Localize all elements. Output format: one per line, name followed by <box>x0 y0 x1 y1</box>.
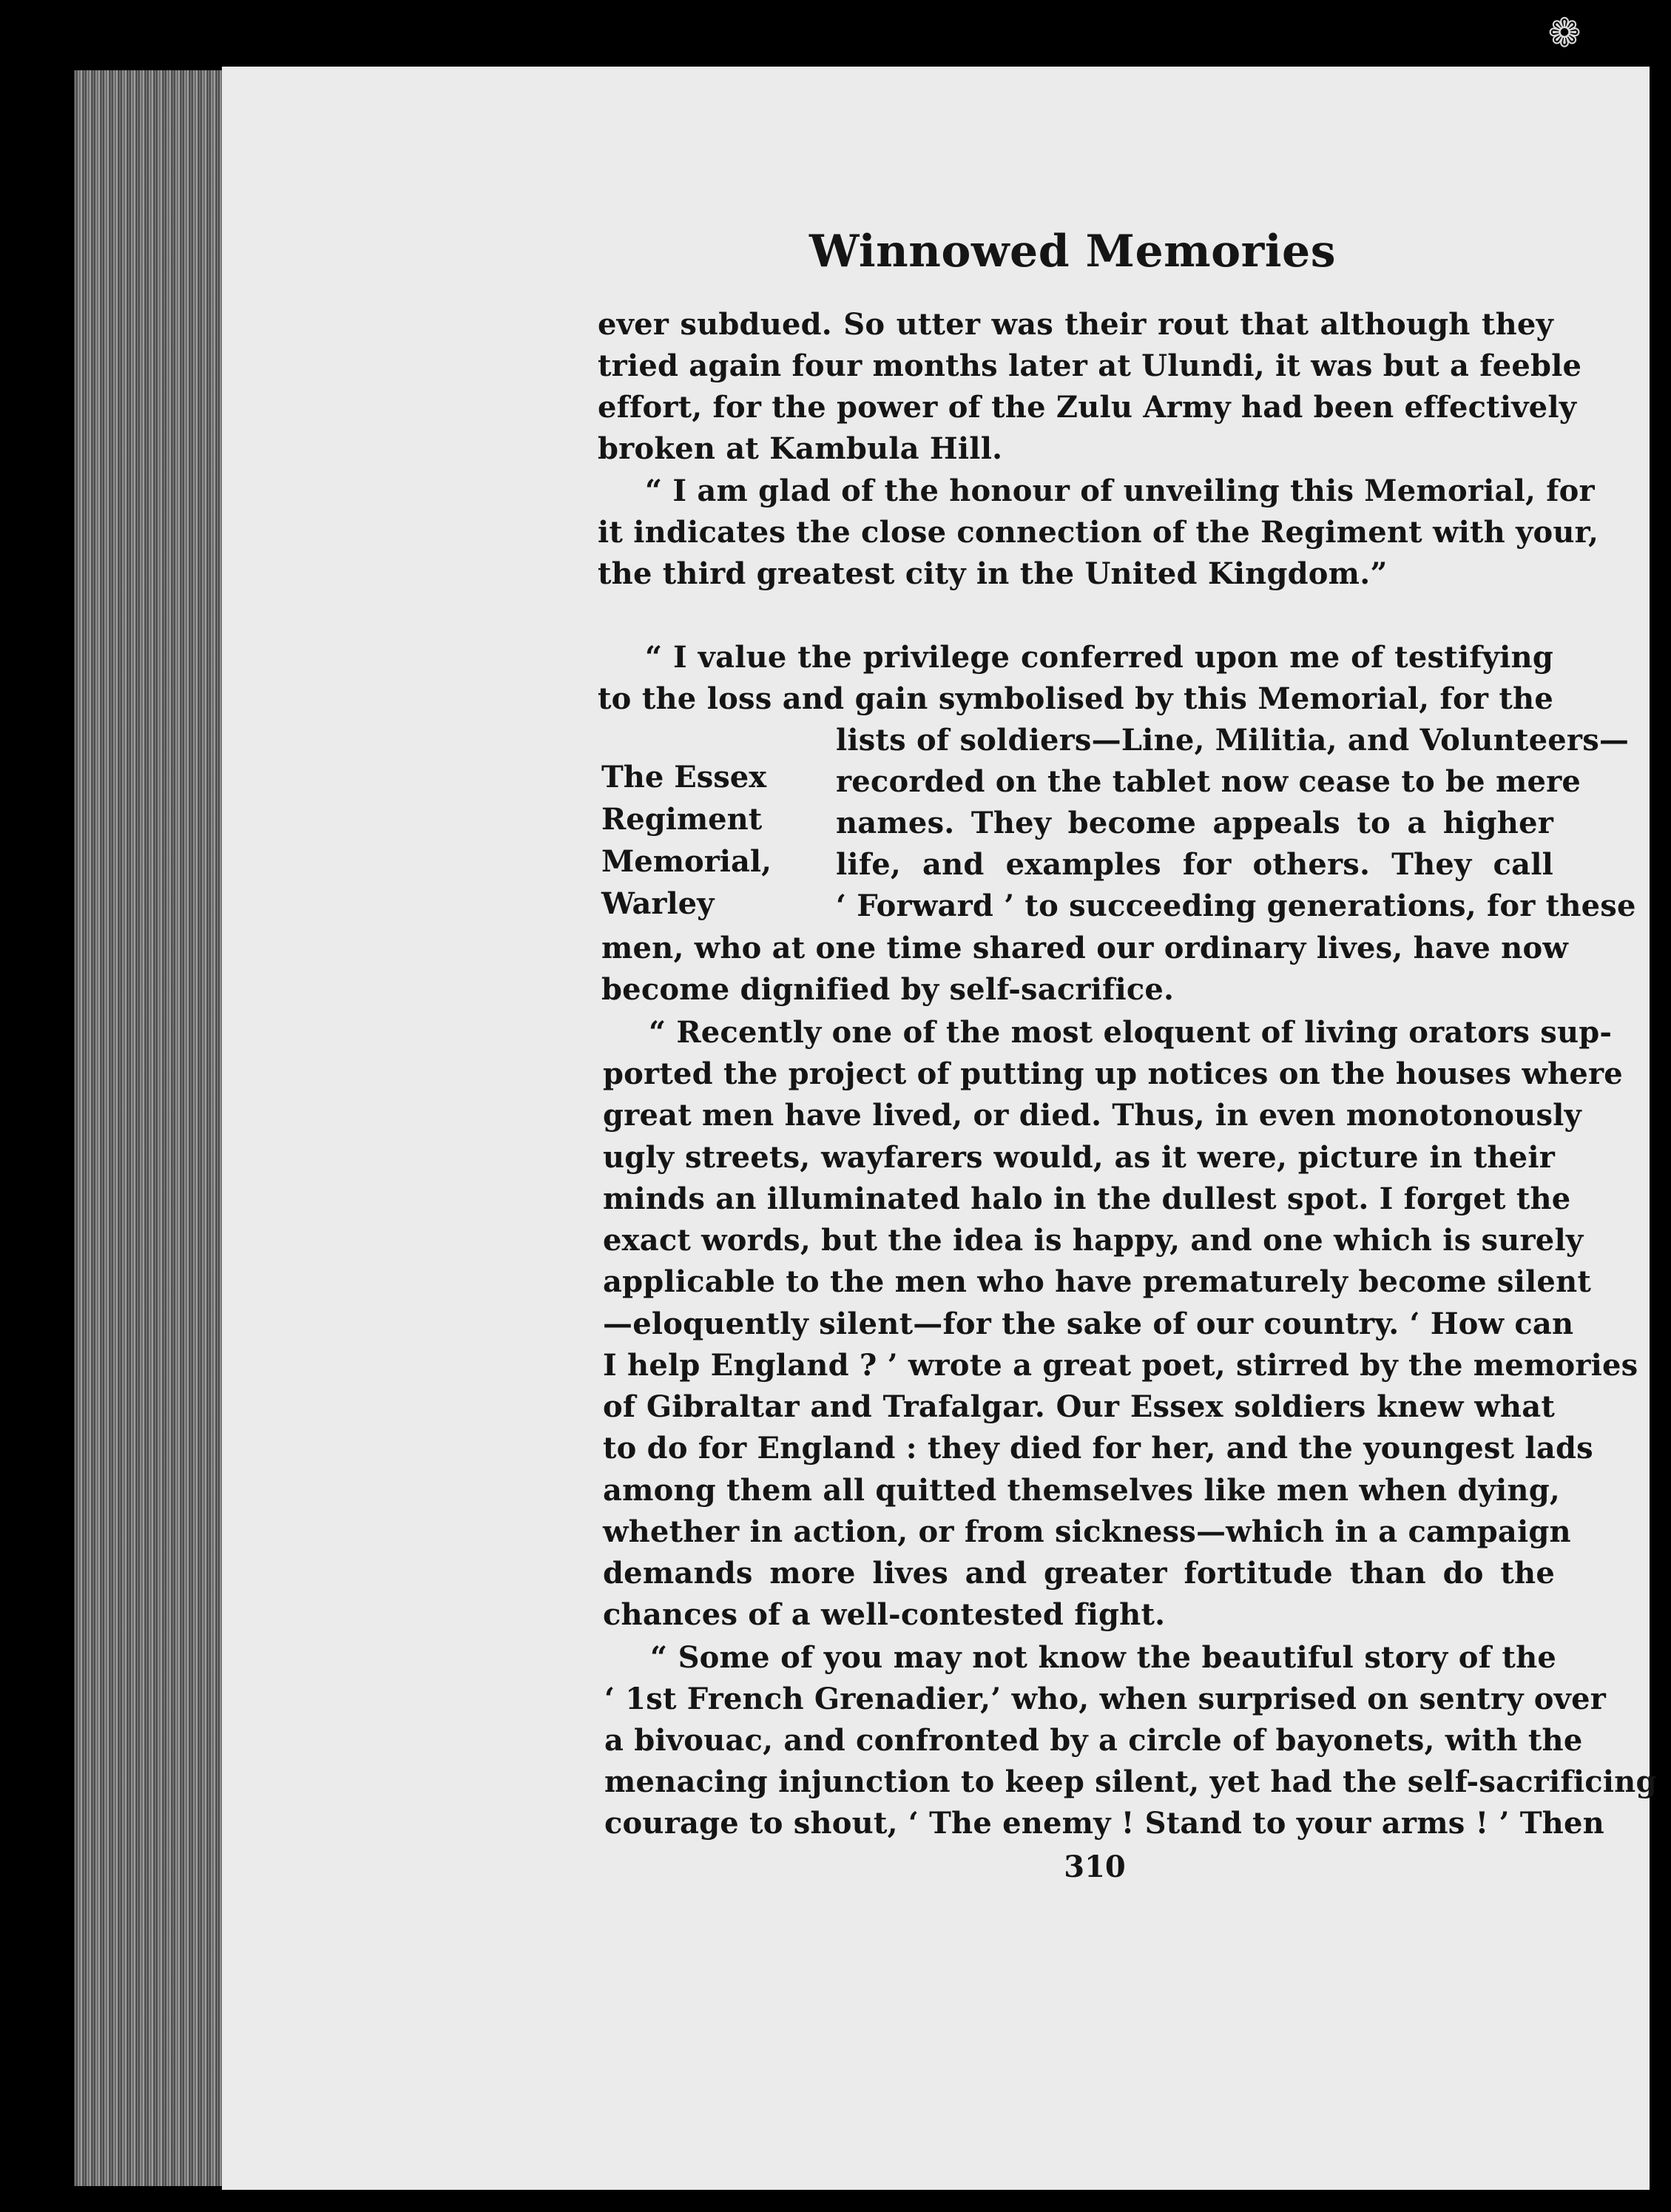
corner-ornament: ❁ <box>1547 10 1581 56</box>
text-line: “ Recently one of the most eloquent of living orators sup- <box>649 1015 1613 1050</box>
text-line: great men have lived, or died. Thus, in even monotonously <box>603 1098 1582 1133</box>
text-line: exact words, but the idea is happy, and one which is surely <box>603 1223 1584 1258</box>
page-number: 310 <box>1064 1849 1126 1884</box>
text-line: menacing injunction to keep silent, yet had the self-sacrificing <box>604 1764 1657 1799</box>
text-line: “ Some of you may not know the beautiful story of the <box>650 1640 1556 1675</box>
text-line: chances of a well-contested fight. <box>603 1597 1166 1632</box>
sidenote-line: Regiment <box>601 802 763 837</box>
page-edges <box>74 70 244 2186</box>
text-line: of Gibraltar and Trafalgar. Our Essex soldiers knew what <box>603 1389 1555 1424</box>
text-line: to do for England : they died for her, and the youngest lads <box>603 1431 1593 1466</box>
text-line: lists of soldiers—Line, Militia, and Volunteers— <box>836 723 1630 758</box>
text-line: ‘ Forward ’ to succeeding generations, for these <box>836 888 1636 923</box>
text-line: life, and examples for others. They call <box>836 847 1553 882</box>
text-line: courage to shout, ‘ The enemy ! Stand to your arms ! ’ Then <box>604 1806 1604 1841</box>
text-line: —eloquently silent—for the sake of our country. ‘ How can <box>603 1306 1574 1341</box>
text-line: demands more lives and greater fortitude than do the <box>603 1556 1555 1591</box>
text-line: “ I am glad of the honour of unveiling this Memorial, for <box>645 473 1595 508</box>
sidenote <box>601 756 823 925</box>
text-line: ugly streets, wayfarers would, as it were, picture in their <box>603 1140 1555 1175</box>
running-head: Winnowed Memories <box>809 226 1336 277</box>
text-line: minds an illuminated halo in the dullest spot. I forget the <box>603 1181 1571 1216</box>
text-line: effort, for the power of the Zulu Army had been effectively <box>598 390 1577 425</box>
text-line: the third greatest city in the United Kingdom.” <box>598 556 1388 591</box>
text-line: ever subdued. So utter was their rout that although they <box>598 307 1553 342</box>
text-line: applicable to the men who have prematurely become silent <box>603 1264 1592 1299</box>
text-line: recorded on the tablet now cease to be mere <box>836 764 1581 799</box>
text-line: I help England ? ’ wrote a great poet, stirred by the memories <box>603 1348 1638 1383</box>
text-line: among them all quitted themselves like men when dying, <box>603 1473 1560 1508</box>
text-line: whether in action, or from sickness—which in a campaign <box>603 1514 1571 1549</box>
text-line: ‘ 1st French Grenadier,’ who, when surprised on sentry over <box>604 1682 1607 1716</box>
text-line: broken at Kambula Hill. <box>598 431 1003 466</box>
text-line: men, who at one time shared our ordinary lives, have now <box>601 931 1568 965</box>
text-line: a bivouac, and confronted by a circle of bayonets, with the <box>604 1723 1583 1758</box>
text-line: names. They become appeals to a higher <box>836 806 1553 840</box>
sidenote-line: Warley <box>601 886 715 921</box>
text-line: become dignified by self-sacrifice. <box>601 972 1175 1007</box>
text-line: tried again four months later at Ulundi, it was but a feeble <box>598 348 1582 383</box>
sidenote-line: Memorial, <box>601 844 772 879</box>
text-line: it indicates the close connection of the Regiment with your, <box>598 515 1599 550</box>
text-line: to the loss and gain symbolised by this Memorial, for the <box>598 681 1553 716</box>
text-line: ported the project of putting up notices on the houses where <box>603 1056 1623 1091</box>
sidenote-line: The Essex <box>601 760 767 795</box>
text-line: “ I value the privilege conferred upon me of testifying <box>645 640 1553 675</box>
